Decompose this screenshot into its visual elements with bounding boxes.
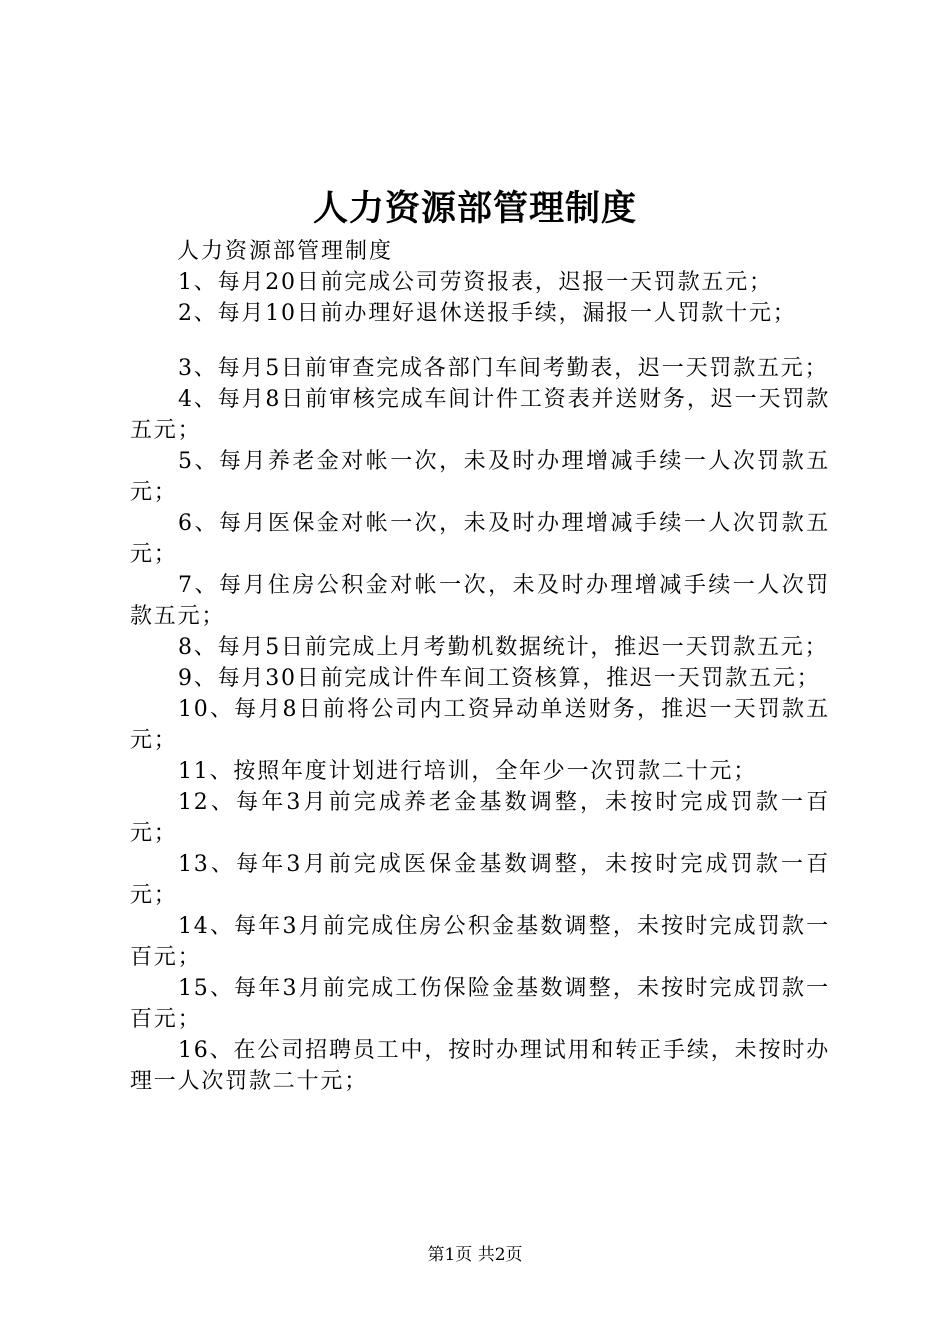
rule-item: 3、每月5日前审查完成各部门车间考勤表，迟一天罚款五元；: [178, 356, 829, 381]
rule-item: 13、每年3月前完成医保金基数调整，未按时完成罚款一百元；: [130, 852, 830, 908]
rule-item: 15、每年3月前完成工伤保险金基数调整，未按时完成罚款一百元；: [130, 976, 830, 1032]
page-number: 第1页 共2页: [427, 1245, 523, 1265]
rule-item: 8、每月5日前完成上月考勤机数据统计，推迟一天罚款五元；: [178, 635, 829, 660]
document-title: 人力资源部管理制度: [312, 188, 637, 229]
rule-item: 5、每月养老金对帐一次，未及时办理增减手续一人次罚款五元；: [130, 449, 830, 505]
rule-item: 14、每年3月前完成住房公积金基数调整，未按时完成罚款一百元；: [130, 914, 830, 970]
paragraph-gap: [130, 329, 830, 353]
document-body: [130, 236, 830, 1097]
rule-item: 12、每年3月前完成养老金基数调整，未按时完成罚款一百元；: [130, 790, 830, 846]
rule-item: 11、按照年度计划进行培训，全年少一次罚款二十元；: [178, 759, 757, 784]
rule-item: 2、每月10日前办理好退休送报手续，漏报一人罚款十元；: [178, 301, 797, 326]
rule-item: 6、每月医保金对帐一次，未及时办理增减手续一人次罚款五元；: [130, 511, 830, 567]
rule-item: 10、每月8日前将公司内工资异动单送财务，推迟一天罚款五元；: [130, 697, 830, 753]
rule-item: 1、每月20日前完成公司劳资报表，迟报一天罚款五元；: [178, 270, 773, 295]
rule-item: 16、在公司招聘员工中，按时办理试用和转正手续，未按时办理一人次罚款二十元；: [130, 1038, 830, 1094]
rule-item: 7、每月住房公积金对帐一次，未及时办理增减手续一人次罚款五元；: [130, 573, 830, 629]
rule-item: 4、每月8日前审核完成车间计件工资表并送财务，迟一天罚款五元；: [130, 387, 830, 443]
rule-item: 9、每月30日前完成计件车间工资核算，推迟一天罚款五元；: [178, 666, 821, 691]
document-subtitle: 人力资源部管理制度: [177, 239, 394, 264]
